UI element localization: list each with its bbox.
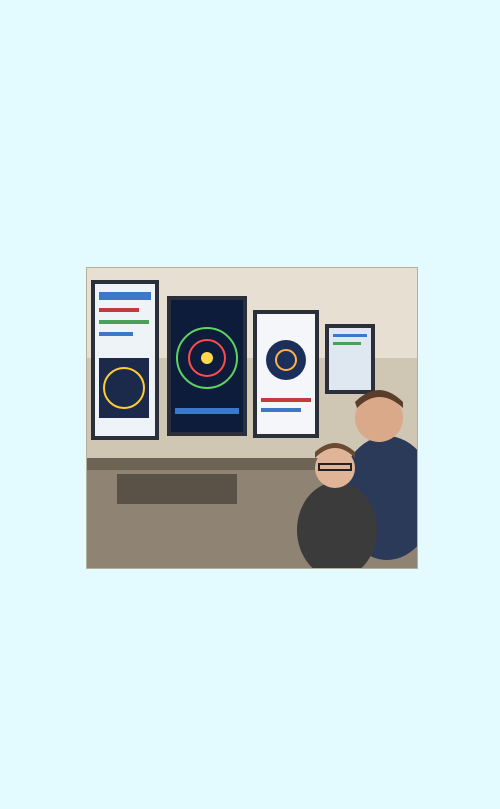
desk-keyboard bbox=[117, 474, 237, 504]
section-heading-1 bbox=[0, 585, 500, 601]
article-paragraph-2 bbox=[8, 620, 492, 690]
monitor-1 bbox=[91, 280, 159, 440]
control-room-photo bbox=[86, 267, 418, 569]
article-paragraph-3 bbox=[8, 715, 492, 807]
monitor-4 bbox=[325, 324, 375, 394]
monitor-3 bbox=[253, 310, 319, 438]
control-room-illustration bbox=[87, 268, 417, 568]
monitor-2 bbox=[167, 296, 247, 436]
section-heading-2 bbox=[0, 696, 500, 712]
